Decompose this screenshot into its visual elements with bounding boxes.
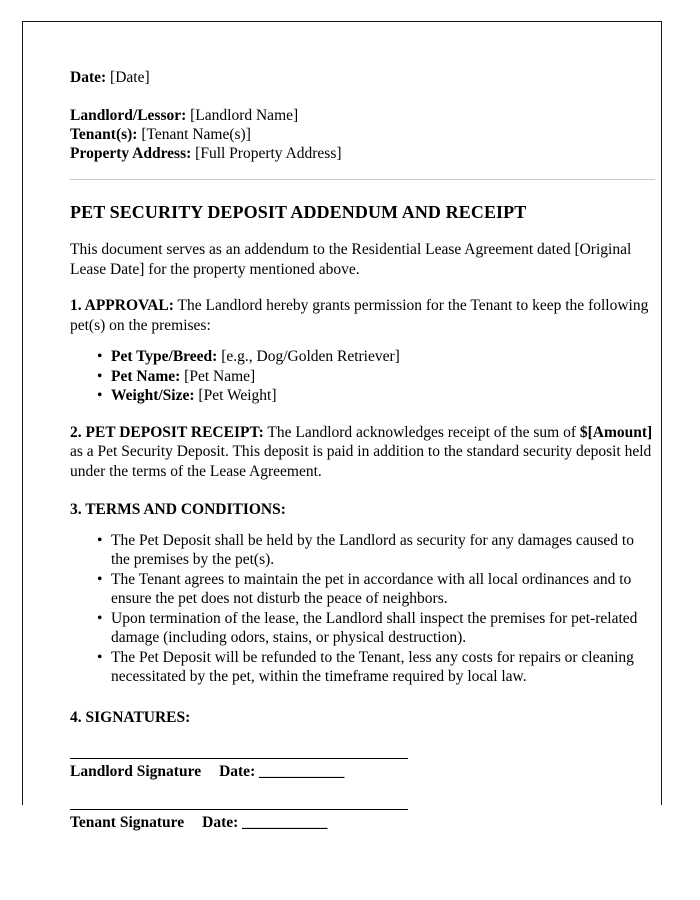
pet-details-list	[70, 347, 655, 406]
field-tenant-label: Tenant(s):	[70, 126, 138, 143]
landlord-signature-block	[70, 758, 655, 782]
landlord-date-label: Date:	[219, 763, 256, 780]
intro-paragraph: This document serves as an addendum to the Residential Lease Agreement dated [Original Lease Date] for the property mentioned above.	[70, 241, 632, 278]
section-2-body-part1: The Landlord acknowledges receipt of the sum of	[263, 423, 580, 441]
field-property-address-line	[70, 144, 655, 163]
section-4-heading: 4. SIGNATURES:	[70, 708, 191, 726]
field-property-address-label: Property Address:	[70, 145, 192, 162]
pet-weight-label: Weight/Size:	[111, 387, 195, 404]
field-tenant-line	[70, 125, 655, 144]
section-2-paragraph	[70, 423, 655, 482]
field-landlord-label: Landlord/Lessor:	[70, 107, 187, 124]
document-page	[22, 21, 662, 831]
pet-name-label: Pet Name:	[111, 367, 181, 385]
tenant-signature-block	[70, 809, 655, 833]
field-date-label: Date:	[70, 69, 107, 86]
terms-conditions-list	[70, 531, 655, 687]
pet-weight-value: [Pet Weight]	[194, 387, 277, 404]
tenant-signature-label: Tenant Signature	[70, 814, 185, 831]
field-tenant-value: [Tenant Name(s)]	[141, 126, 251, 143]
header-spacer	[70, 87, 655, 106]
document-body	[70, 68, 655, 833]
landlord-signature-line[interactable]	[70, 758, 408, 759]
field-landlord-value: [Landlord Name]	[190, 107, 299, 124]
tenant-signature-line[interactable]	[70, 809, 408, 810]
section-3-heading: 3. TERMS AND CONDITIONS:	[70, 501, 286, 518]
landlord-signature-labels	[70, 761, 655, 782]
deposit-amount: $[Amount]	[579, 423, 653, 441]
field-date-value: [Date]	[110, 69, 150, 86]
pet-name-value: [Pet Name]	[180, 367, 256, 385]
list-item: • The Tenant agrees to maintain the pet in accordance with all local ordinances and to ensure the pet does not disturb the peace of neighbors.	[111, 570, 655, 609]
section-1-paragraph	[70, 296, 655, 335]
list-item: • The Pet Deposit will be refunded to the Tenant, less any costs for repairs or cleaning necessitated by the pet, within the timeframe required by local law.	[111, 648, 655, 687]
header-divider	[70, 179, 655, 180]
landlord-signature-label: Landlord Signature	[70, 763, 202, 780]
list-item	[111, 367, 655, 387]
section-1-heading: 1. APPROVAL:	[70, 297, 174, 314]
field-date-line	[70, 68, 655, 87]
header-field-date	[70, 68, 655, 87]
pet-type-label: Pet Type/Breed:	[111, 348, 218, 365]
landlord-date-blank[interactable]: ___________	[259, 763, 345, 780]
section-1-body: The Landlord hereby grants permission for the Tenant to keep the following pet(s) on the premises:	[70, 297, 649, 334]
tenant-signature-labels	[70, 812, 655, 833]
list-item: • Upon termination of the lease, the Landlord shall inspect the premises for pet-related damage (including odors, stains, or physical destruction).	[111, 609, 655, 648]
list-item: • The Pet Deposit shall be held by the Landlord as security for any damages caused to the premises by the pet(s).	[111, 531, 655, 570]
section-2-body-part2: as a Pet Security Deposit. This deposit is paid in addition to the standard security deposit held under the terms of the Lease Agreement.	[70, 443, 652, 480]
tenant-date-label: Date:	[202, 814, 239, 831]
pet-type-value: [e.g., Dog/Golden Retriever]	[217, 348, 400, 365]
field-landlord-line	[70, 106, 655, 125]
tenant-date-blank[interactable]: ___________	[242, 814, 328, 831]
list-item	[111, 386, 655, 406]
section-2-heading: 2. PET DEPOSIT RECEIPT:	[70, 423, 264, 441]
page-title: PET SECURITY DEPOSIT ADDENDUM AND RECEIPT	[70, 202, 527, 222]
list-item	[111, 347, 655, 367]
field-property-address-value: [Full Property Address]	[195, 145, 342, 162]
